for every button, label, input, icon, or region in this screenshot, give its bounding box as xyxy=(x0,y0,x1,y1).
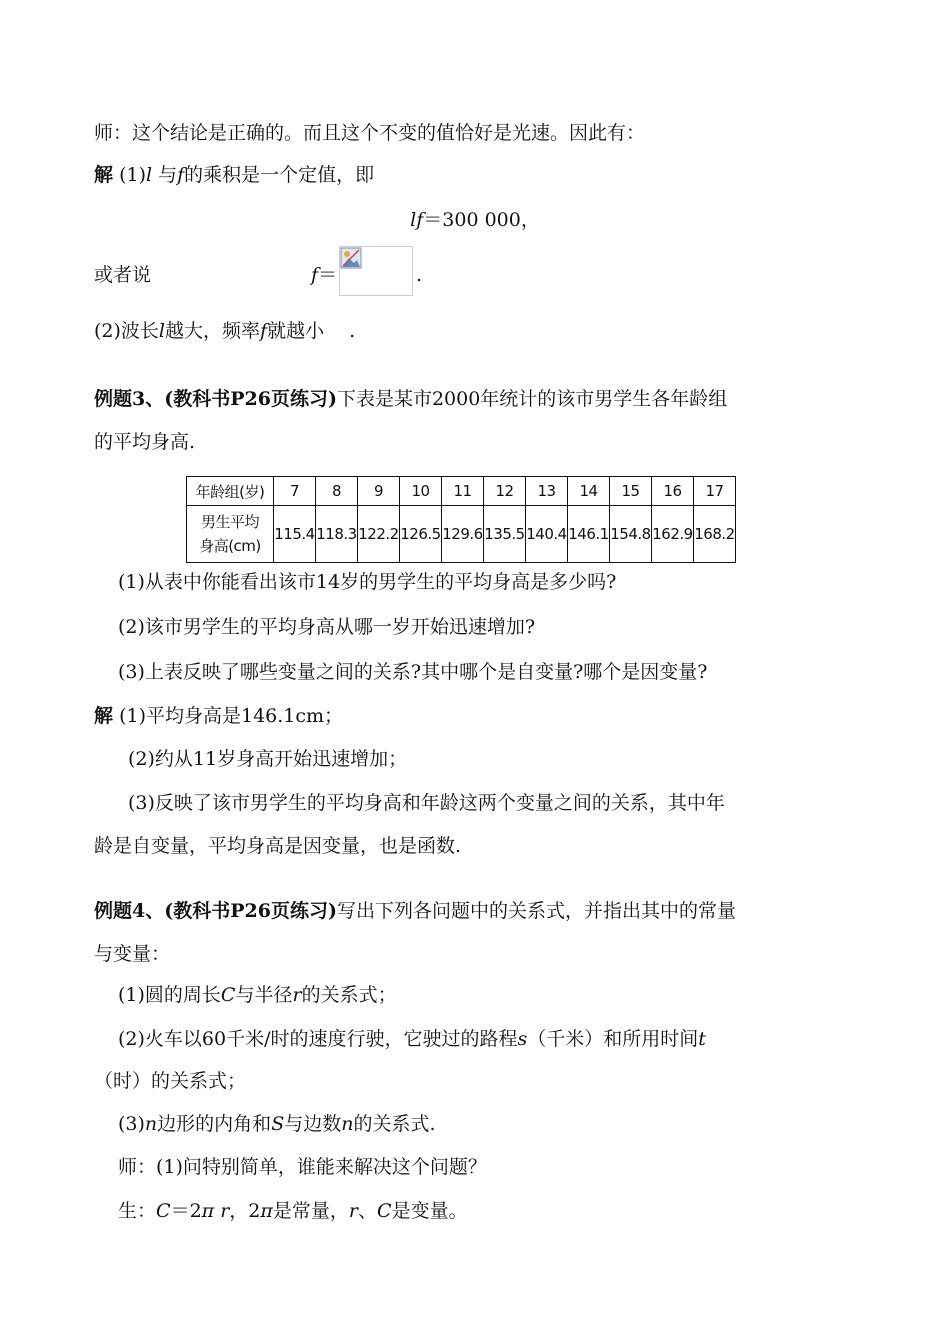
table-cell: 146.1 xyxy=(568,506,610,563)
solution-3-line-1: 解 (1)平均身高是146.1cm； xyxy=(94,705,344,727)
table-cell: 129.6 xyxy=(442,506,484,563)
equation-label: 或者说 xyxy=(94,264,152,286)
table-cell: 8 xyxy=(316,477,358,506)
solution-label: 解 xyxy=(94,705,114,727)
student-line: 生：C＝2π r，2π是常量，r、C是变量。 xyxy=(118,1200,468,1222)
teacher-line-1: 师：这个结论是正确的。而且这个不变的值恰好是光速。因此有： xyxy=(94,122,646,144)
table-cell: 13 xyxy=(526,477,568,506)
equation-f: f＝ xyxy=(311,264,338,286)
table-cell: 16 xyxy=(652,477,694,506)
table-cell: 122.2 xyxy=(358,506,400,563)
solution-label: 解 xyxy=(94,164,114,186)
missing-formula-image xyxy=(339,246,413,296)
table-cell: 14 xyxy=(568,477,610,506)
table-cell: 168.2 xyxy=(694,506,736,563)
table-cell: 10 xyxy=(400,477,442,506)
table-row xyxy=(187,506,736,563)
table-cell: 15 xyxy=(610,477,652,506)
teacher-line-2: 师：(1)问特别简单，谁能来解决这个问题？ xyxy=(118,1156,487,1178)
table-header-age: 年龄组(岁) xyxy=(187,477,274,506)
solution-1-part-2: (2)波长l越大，频率f就越小 . xyxy=(94,320,356,342)
solution-1-line: 解 (1)l 与f的乘积是一个定值，即 xyxy=(94,164,375,186)
table-cell: 9 xyxy=(358,477,400,506)
question-3-1: (1)从表中你能看出该市14岁的男学生的平均身高是多少吗? xyxy=(118,571,617,593)
table-cell: 140.4 xyxy=(526,506,568,563)
question-4-2: (2)火车以60千米/时的速度行驶，它驶过的路程s（千米）和所用时间t xyxy=(118,1028,706,1050)
question-4-1: (1)圆的周长C与半径r的关系式； xyxy=(118,984,397,1006)
question-3-3: (3)上表反映了哪些变量之间的关系?其中哪个是自变量?哪个是因变量? xyxy=(118,661,708,683)
question-3-2: (2)该市男学生的平均身高从哪一岁开始迅速增加? xyxy=(118,616,536,638)
table-cell: 118.3 xyxy=(316,506,358,563)
solution-3-line-4: 龄是自变量，平均身高是因变量，也是函数. xyxy=(94,835,462,857)
solution-3-line-3: (3)反映了该市男学生的平均身高和年龄这两个变量之间的关系，其中年 xyxy=(128,792,725,814)
example-4-line-2: 与变量： xyxy=(94,943,171,965)
table-cell: 154.8 xyxy=(610,506,652,563)
example-4-line-1: 例题4、(教科书P26页练习)写出下列各问题中的关系式，并指出其中的常量 xyxy=(94,900,736,922)
table-cell: 12 xyxy=(484,477,526,506)
equation-lf: lf＝300 000， xyxy=(410,209,540,231)
table-cell: 162.9 xyxy=(652,506,694,563)
table-row xyxy=(187,477,736,506)
table-cell: 17 xyxy=(694,477,736,506)
example-3-line-2: 的平均身高. xyxy=(94,431,196,453)
height-table xyxy=(186,476,736,563)
image-placeholder-icon xyxy=(340,247,362,269)
table-cell: 135.5 xyxy=(484,506,526,563)
table-cell: 11 xyxy=(442,477,484,506)
question-4-3: (3)n边形的内角和S与边数n的关系式. xyxy=(118,1113,436,1135)
equation-end-dot: . xyxy=(416,264,423,286)
table-header-height: 男生平均 身高(cm) xyxy=(187,506,274,563)
solution-3-line-2: (2)约从11岁身高开始迅速增加； xyxy=(128,748,408,770)
example-3-line-1: 例题3、(教科书P26页练习)下表是某市2000年统计的该市男学生各年龄组 xyxy=(94,388,728,410)
question-4-2-cont: （时）的关系式； xyxy=(94,1070,247,1092)
table-cell: 126.5 xyxy=(400,506,442,563)
table-cell: 7 xyxy=(274,477,316,506)
table-cell: 115.4 xyxy=(274,506,316,563)
